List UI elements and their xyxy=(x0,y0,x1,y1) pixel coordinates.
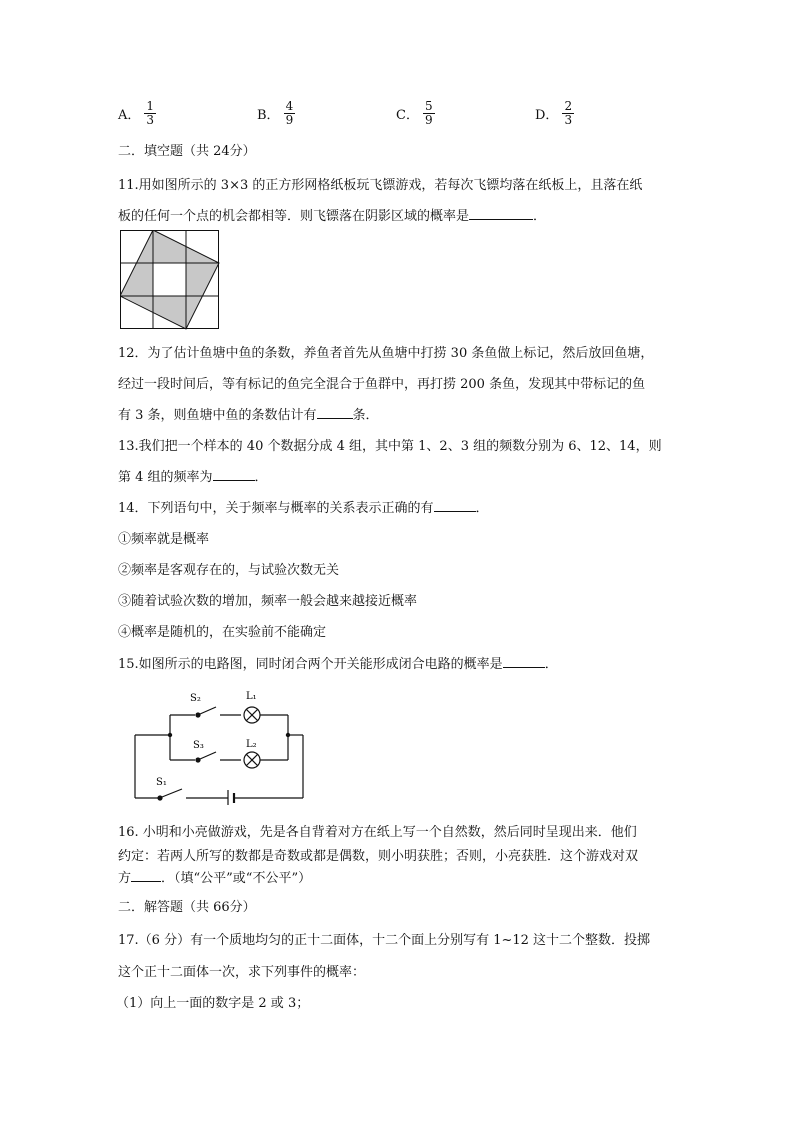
q14-item-4: ④概率是随机的，在实验前不能确定 xyxy=(118,625,327,640)
q14-line1: 14．下列语句中，关于频率与概率的关系表示正确的有 ． xyxy=(118,501,489,516)
q14-item-2: ②频率是客观存在的，与试验次数无关 xyxy=(118,563,340,578)
q12-line1: 12．为了估计鱼塘中鱼的条数，养鱼者首先从鱼塘中打捞 30 条鱼做上标记，然后放回鱼塘， xyxy=(118,346,654,361)
dartboard-grid-figure xyxy=(120,230,220,330)
q13-line1: 13.我们把一个样本的 40 个数据分成 4 组，其中第 1、2、3 组的频数分别为 6、12、14，则 xyxy=(118,439,662,454)
q17-line2: 这个正十二面体一次，求下列事件的概率： xyxy=(118,965,366,980)
q17-line1: 17.（6 分）有一个质地均匀的正十二面体，十二个面上分别写有 1~12 这十二个整数．投掷 xyxy=(118,933,651,948)
switch-s3-label: S₃ xyxy=(193,740,204,751)
q12-line3: 有 3 条，则鱼塘中鱼的条数估计有 条． xyxy=(118,408,379,423)
q16-line1: 16. 小明和小亮做游戏，先是各自背着对方在纸上写一个自然数，然后同时呈现出来．他们 xyxy=(118,825,637,840)
fraction: $\frac{4}{9}$ xyxy=(285,99,294,127)
answer-blank xyxy=(131,869,161,882)
section-heading-answer: 二．解答题（共 66分） xyxy=(118,900,256,915)
q11-line1: 11.用如图所示的 3×3 的正方形网格纸板玩飞镖游戏，若每次飞镖均落在纸板上，且落在纸 xyxy=(118,178,643,193)
fraction: $\frac{1}{3}$ xyxy=(146,99,155,127)
answer-blank xyxy=(503,655,545,668)
switch-s2-label: S₂ xyxy=(190,693,201,704)
q14-item-1: ①频率就是概率 xyxy=(118,532,210,547)
answer-blank xyxy=(434,499,476,512)
answer-blank xyxy=(213,468,255,481)
switch-s1-label: S₁ xyxy=(156,777,167,788)
q17-sub1: （1）向上一面的数字是 2 或 3； xyxy=(116,996,310,1011)
q14-item-3: ③随着试验次数的增加，频率一般会越来越接近概率 xyxy=(118,594,418,609)
answer-blank xyxy=(469,207,533,220)
q13-line2: 第 4 组的频率为 ． xyxy=(118,470,268,485)
option-d: D． $\frac{2}{3}$ xyxy=(535,99,573,127)
fraction: $\frac{5}{9}$ xyxy=(424,99,433,127)
answer-blank xyxy=(317,406,353,419)
q11-line2: 板的任何一个点的机会都相等．则飞镖落在阴影区域的概率是 ． xyxy=(118,209,547,224)
option-c: C． $\frac{5}{9}$ xyxy=(396,99,433,127)
lamp-l2-label: L₂ xyxy=(246,739,257,750)
q12-line2: 经过一段时间后，等有标记的鱼完全混合于鱼群中，再打捞 200 条鱼，发现其中带标记的鱼 xyxy=(118,377,646,392)
q16-line3: 方 ．（填“公平”或“不公平”） xyxy=(118,871,312,886)
fraction: $\frac{2}{3}$ xyxy=(564,99,573,127)
option-a: A． $\frac{1}{3}$ xyxy=(118,99,155,127)
q16-line2: 约定：若两人所写的数都是奇数或都是偶数，则小明获胜；否则，小亮获胜．这个游戏对双 xyxy=(118,849,639,864)
section-heading-fill: 二．填空题（共 24分） xyxy=(118,144,256,159)
circuit-diagram xyxy=(120,685,320,805)
lamp-l1-label: L₁ xyxy=(246,691,257,702)
option-b: B． $\frac{4}{9}$ xyxy=(257,99,294,127)
q15-line1: 15.如图所示的电路图，同时闭合两个开关能形成闭合电路的概率是 ． xyxy=(118,657,558,672)
